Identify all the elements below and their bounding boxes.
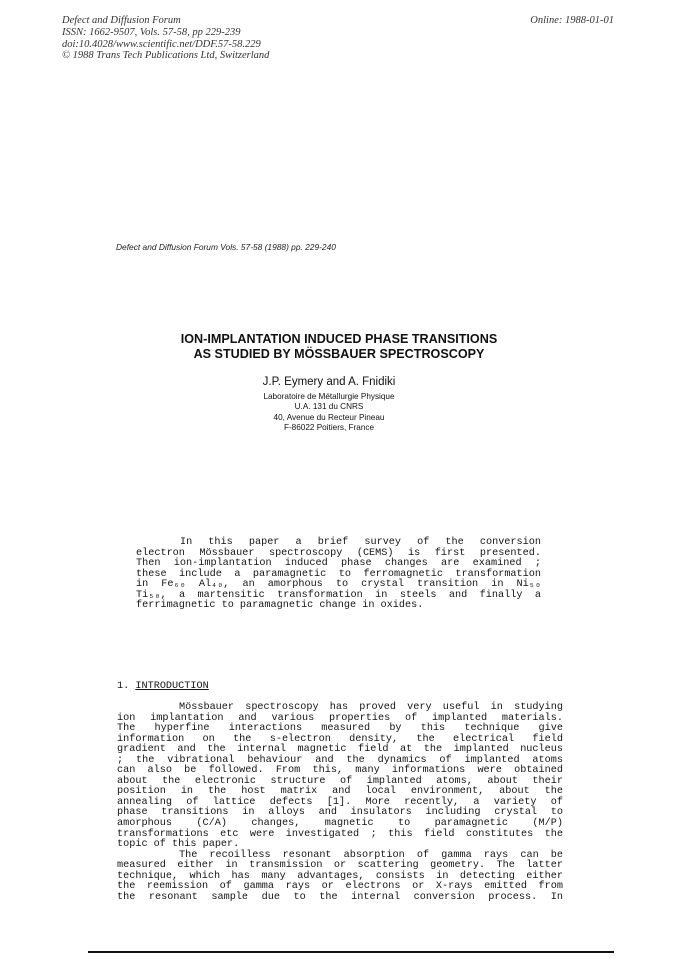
body-line: transformations etc were investigated ; this field constitutes the <box>117 828 563 840</box>
affiliation-line-3: 40, Avenue du Recteur Pineau <box>273 412 385 422</box>
body-line: gradient and the internal magnetic field at the implanted nucleus <box>117 744 563 756</box>
body-line: ion implantation and various properties of implanted materials. <box>117 712 563 724</box>
section-title: INTRODUCTION <box>135 681 209 692</box>
body-line: amorphous (C/A) changes, magnetic to paramagnetic (M/P) <box>117 818 563 830</box>
title-line-2: AS STUDIED BY MÖSSBAUER SPECTROSCOPY <box>193 346 485 361</box>
paper-title <box>0 332 678 361</box>
body-line: measured either in transmission or scattering geometry. The latter <box>117 860 563 872</box>
issn-line: ISSN: 1662-9507, Vols. 57-58, pp 229-239 <box>62 26 241 38</box>
body-line: topic of this paper. <box>117 839 240 851</box>
body-line: about the electronic structure of implanted atoms, about their <box>117 775 563 787</box>
body-line: ; the vibrational behaviour and the dynamics of implanted atoms <box>117 754 563 766</box>
abstract <box>136 538 541 612</box>
body-line: annealing of lattice defects [1]. More recently, a variety of <box>117 796 563 808</box>
copyright-line: © 1988 Trans Tech Publications Ltd, Switzerland <box>62 50 270 62</box>
affiliation-line-4: F-86022 Poitiers, France <box>283 423 375 433</box>
body-line: position in the host matrix and local environment, about the <box>117 786 563 798</box>
citation-header <box>62 15 269 62</box>
section-heading <box>117 682 209 693</box>
title-line-1: ION-IMPLANTATION INDUCED PHASE TRANSITIONS <box>180 332 498 346</box>
body-line: phase transitions in alloys and insulators including crystal to <box>117 807 563 819</box>
body-line: the resonant sample due to the internal conversion process. In <box>117 891 563 903</box>
online-date: Online: 1988-01-01 <box>530 15 614 26</box>
journal-reference: Defect and Diffusion Forum Vols. 57-58 (1988) pp. 229-240 <box>116 242 336 252</box>
body-line: information on the s-electron density, the electrical field <box>117 733 563 745</box>
affiliation-line-2: U.A. 131 du CNRS <box>294 402 364 412</box>
body-line: The hyperfine interactions measured by this technique give <box>117 723 563 735</box>
abstract-line: electron Mössbauer spectroscopy (CEMS) is first presented. <box>136 547 541 559</box>
abstract-line: in Fe₆₀ Al₄₀, an amorphous to crystal transition in Ni₅₀ <box>136 579 541 591</box>
body-line: can also be followed. From this, many informations were obtained <box>117 765 563 777</box>
body-line: Mössbauer spectroscopy has proved very useful in studying <box>179 702 563 713</box>
body-line: The recoilless resonant absorption of gamma rays can be <box>179 849 563 861</box>
affiliation-line-1: Laboratoire de Métallurgie Physique <box>263 392 395 401</box>
body-line: technique, which has many advantages, consists in detecting either <box>117 870 563 882</box>
body-line: the reemission of gamma rays or electrons or X-rays emitted from <box>117 881 563 893</box>
abstract-line: In this paper a brief survey of the conversion <box>180 537 541 548</box>
abstract-line: these include a paramagnetic to ferromagnetic transformation <box>136 568 541 580</box>
page-bottom-rule <box>88 951 614 953</box>
abstract-line: Then ion-implantation induced phase changes are examined ; <box>136 558 541 570</box>
abstract-line: Ti₅₀, a martensitic transformation in steels and finally a <box>136 589 541 601</box>
section-number: 1. <box>117 681 130 692</box>
abstract-line: ferrimagnetic to paramagnetic change in oxides. <box>136 600 424 612</box>
body-text <box>117 703 563 903</box>
affiliation <box>0 392 658 434</box>
authors: J.P. Eymery and A. Fnidiki <box>262 376 396 388</box>
journal-name: Defect and Diffusion Forum <box>62 15 181 26</box>
doi-line: doi:10.4028/www.scientific.net/DDF.57-58.229 <box>62 38 261 50</box>
